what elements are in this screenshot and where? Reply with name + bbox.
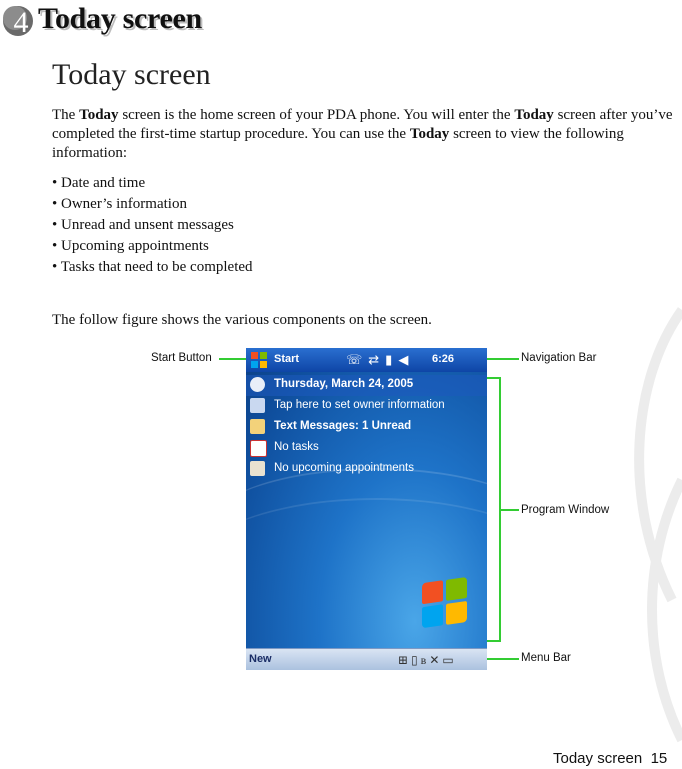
volume-icon[interactable]: ◀: [398, 352, 415, 367]
today-item-appointments[interactable]: No upcoming appointments: [246, 459, 487, 480]
figure-caption: The follow figure shows the various components on the screen.: [52, 312, 432, 328]
phone-icon[interactable]: ☏: [346, 352, 369, 367]
keyword-today: Today: [514, 107, 554, 123]
chapter-number: 4: [13, 6, 29, 38]
bullet-item: • Owner’s information: [52, 196, 187, 212]
wireless-off-icon[interactable]: ✕: [429, 653, 443, 667]
callout-start-button: Start Button: [151, 352, 212, 364]
signal-icon[interactable]: ▮: [385, 352, 399, 367]
section-title: Today screen: [52, 58, 211, 91]
messages-icon: [250, 419, 265, 434]
windows-flag-logo: [422, 577, 468, 629]
callout-program-window: Program Window: [521, 504, 610, 516]
chapter-title: Today screen: [38, 2, 202, 35]
keyword-today: Today: [79, 107, 119, 123]
navigation-bar: [246, 348, 487, 372]
program-window-bracket: [487, 378, 500, 641]
callout-navigation-bar: Navigation Bar: [521, 352, 597, 364]
clock-icon: [250, 377, 265, 392]
keyboard-icon[interactable]: ▭: [442, 653, 457, 667]
today-item-owner[interactable]: Tap here to set owner information: [246, 396, 487, 417]
page-number: 15: [650, 750, 668, 767]
menu-bar: [246, 648, 487, 670]
keyword-today: Today: [409, 126, 450, 142]
pda-today-screen: [246, 348, 487, 670]
network-icon[interactable]: ⊞: [398, 653, 412, 667]
bullet-item: • Date and time: [52, 175, 146, 191]
sim-icon[interactable]: ▯: [411, 653, 421, 667]
page-decoration: [602, 300, 682, 760]
owner-card-icon: [250, 398, 265, 413]
system-tray: [398, 653, 457, 668]
today-item-date[interactable]: Thursday, March 24, 2005: [246, 375, 487, 396]
start-button[interactable]: Start: [274, 353, 300, 365]
wallpaper-wave: [246, 498, 487, 650]
connectivity-icon[interactable]: ⇄: [368, 352, 386, 367]
bullet-item: • Upcoming appointments: [52, 238, 209, 254]
callout-menu-bar: Menu Bar: [521, 652, 571, 664]
tasks-icon: [250, 440, 267, 457]
bluetooth-icon[interactable]: ʙ: [420, 653, 430, 667]
bullet-item: • Tasks that need to be completed: [52, 259, 253, 275]
page-footer: [553, 750, 667, 767]
windows-start-icon[interactable]: [250, 351, 268, 369]
bullet-item: • Unread and unsent messages: [52, 217, 234, 233]
today-item-tasks[interactable]: No tasks: [246, 438, 487, 459]
calendar-icon: [250, 461, 265, 476]
today-item-messages[interactable]: Text Messages: 1 Unread: [246, 417, 487, 438]
footer-section-label: Today screen: [553, 750, 643, 767]
status-icons: [346, 352, 414, 368]
intro-paragraph: The Today screen is the home screen of your PDA phone. You will enter the Today screen after you’ve completed the first-time startup procedure. You can use the Today screen to view the following information:: [52, 107, 673, 161]
clock[interactable]: 6:26: [432, 353, 455, 365]
new-menu-button[interactable]: New: [249, 653, 272, 665]
